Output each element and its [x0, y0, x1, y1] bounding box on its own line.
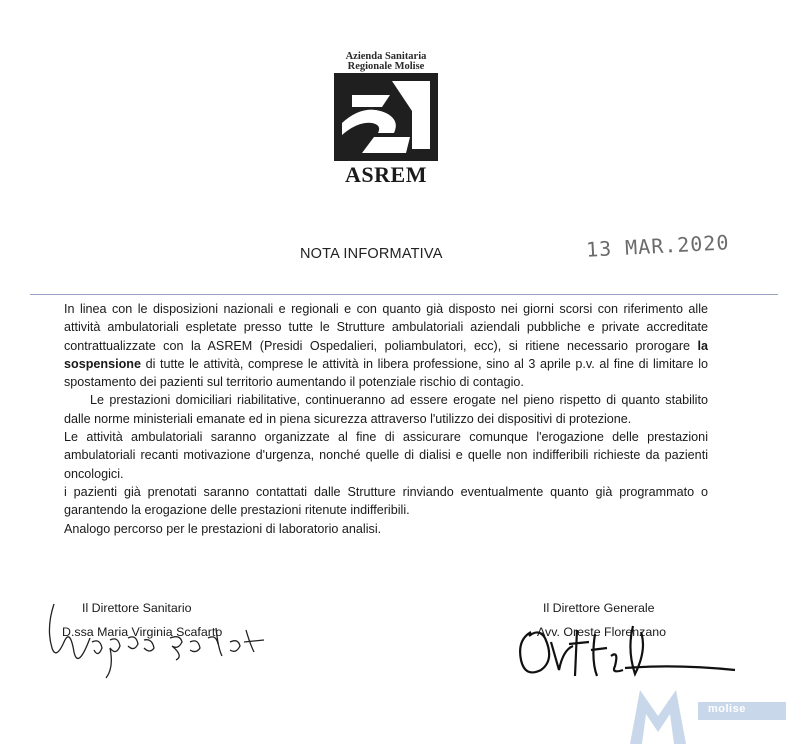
document-body [64, 300, 708, 538]
paragraph-3: Le attività ambulatoriali saranno organizzate al fine di assicurare comunque l'erogazione delle prestazioni ambulatoriali recanti motivazione d'urgenza, nonché quelle di dialisi e quelle non indifferibili richieste da pazienti oncologici. [64, 430, 708, 481]
right-signatory-title: Il Direttore Generale [543, 601, 655, 615]
document-title: NOTA INFORMATIVA [300, 246, 443, 262]
left-handwritten-signature [40, 598, 270, 688]
header-divider [30, 294, 778, 295]
paragraph-2: Le prestazioni domiciliari riabilitative, continueranno ad essere erogate nel pieno rispetto di quanto stabilito dalle norme ministeriali emanate ed in piena sicurezza attraverso l'utilizzo dei dispositivi di protezione. [64, 393, 708, 426]
left-signatory-name: D.ssa Maria Virginia Scafarto [62, 625, 223, 639]
logo-org-line2: Regionale Molise [347, 61, 425, 72]
asrem-logo [328, 51, 444, 187]
molise-watermark [628, 686, 786, 745]
paragraph-1 [64, 300, 708, 391]
paragraph-1-text-b: di tutte le attività, comprese le attività in libera professione, sino al 3 aprile p.v. al fine di limitare lo spostamento dei pazienti sul territorio aumentando il potenziale rischio di contagio. [64, 356, 708, 390]
paragraph-1-bold: la sospensione [64, 338, 708, 371]
logo-name: ASREM [345, 162, 427, 187]
paragraph-1-text-a: In linea con le disposizioni nazionali e regionali e con quanto già disposto nei giorni scorsi con riferimento alle attività ambulatoriali espletate presso tutte le Strutture ambulatoriali aziendali pubbliche e private accreditate contrattualizzate con la ASREM (Presidi Ospedalieri, poliambulatori, ecc), si ritiene necessario prorogare [64, 302, 708, 353]
right-handwritten-signature [515, 620, 745, 690]
m-watermark-icon [628, 686, 688, 745]
left-signatory-title: Il Direttore Sanitario [82, 601, 192, 615]
right-signatory-name: Avv. Oreste Florenzano [537, 625, 667, 639]
paragraph-4: i pazienti già prenotati saranno contattati dalle Strutture rinviando eventualmente quanto già programmato o garantendo la erogazione delle prestazioni ritenute indifferibili. [64, 484, 708, 518]
asrem-s-logo-icon [334, 73, 438, 161]
logo-org-line1: Azienda Sanitaria [345, 51, 427, 62]
watermark-text: molise [708, 703, 746, 715]
paragraph-5: Analogo percorso per le prestazioni di laboratorio analisi. [64, 521, 382, 536]
date-stamp: 13 MAR.2020 [585, 230, 730, 262]
